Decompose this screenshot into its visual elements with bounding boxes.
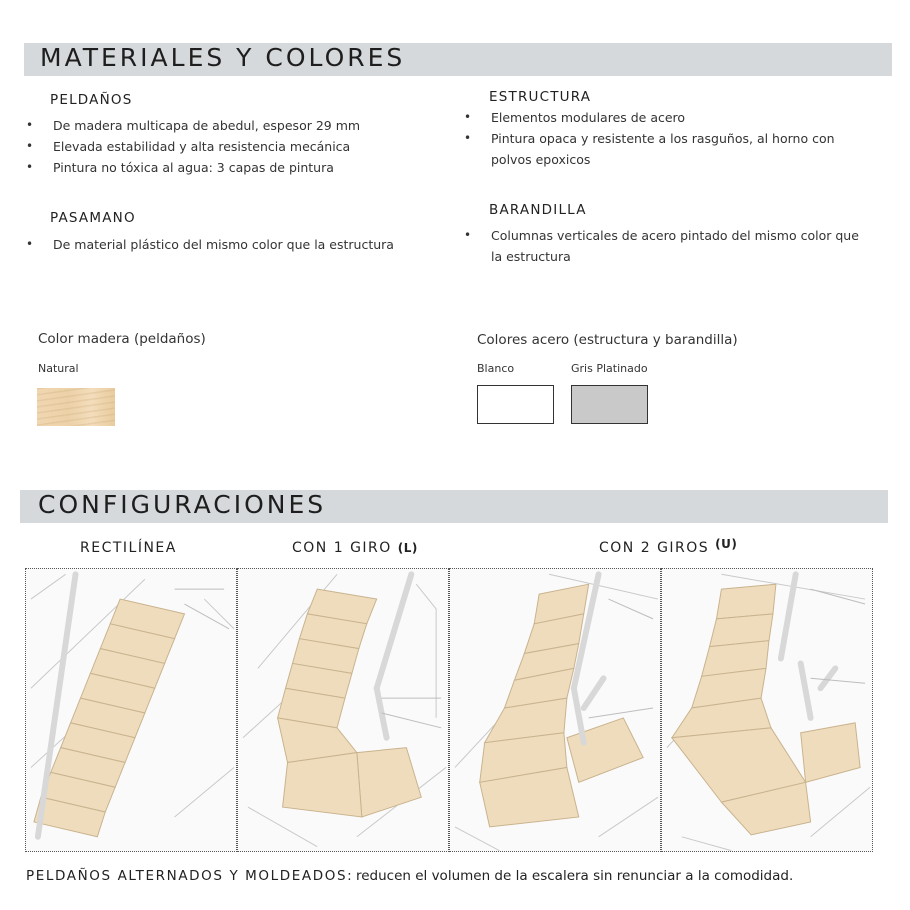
wood-color-label: Color madera (peldaños) — [38, 331, 206, 347]
steel-grey-swatch — [571, 385, 648, 424]
handrail-heading: PASAMANO — [50, 210, 136, 226]
handrail-list — [26, 234, 446, 255]
footer-caps: PELDAÑOS ALTERNADOS Y MOLDEADOS — [26, 868, 348, 884]
u-staircase-image — [449, 568, 661, 852]
one-turn-label — [292, 540, 418, 556]
two-turns-label — [599, 537, 738, 556]
materials-title: MATERIALES Y COLORES — [40, 43, 406, 72]
steel-color-label: Colores acero (estructura y barandilla) — [477, 332, 738, 348]
wood-natural-swatch — [37, 388, 115, 426]
two-turns-label-text: CON 2 GIROS — [599, 540, 710, 556]
railing-list — [464, 225, 864, 267]
one-turn-label-text: CON 1 GIRO — [292, 540, 392, 556]
u-stair-drawing — [450, 569, 660, 851]
two-turns-code: (U) — [715, 537, 738, 551]
list-item: • Elementos modulares de acero — [464, 107, 864, 128]
straight-label: RECTILÍNEA — [80, 540, 177, 556]
footer-note — [26, 868, 793, 884]
list-item: • Elevada estabilidad y alta resistencia mecánica — [26, 136, 426, 157]
l-stair-drawing — [238, 569, 448, 851]
structure-heading: ESTRUCTURA — [489, 89, 592, 105]
structure-list — [464, 107, 864, 170]
steps-list — [26, 115, 426, 178]
l-staircase-image — [237, 568, 449, 852]
steel-white-swatch — [477, 385, 554, 424]
steel-white-name: Blanco — [477, 362, 515, 375]
wood-swatch-name: Natural — [38, 362, 79, 375]
straight-stair-drawing — [26, 569, 236, 851]
steps-heading: PELDAÑOS — [50, 92, 133, 108]
one-turn-code: (L) — [397, 541, 418, 555]
straight-staircase-image — [25, 568, 237, 852]
railing-heading: BARANDILLA — [489, 202, 587, 218]
list-item: • Pintura no tóxica al agua: 3 capas de pintura — [26, 157, 426, 178]
u-stair-alt-drawing — [662, 569, 872, 851]
list-item: • Pintura opaca y resistente a los rasguños, al horno con polvos epoxicos — [464, 128, 864, 170]
steel-grey-name: Gris Platinado — [571, 362, 648, 375]
configurations-title: CONFIGURACIONES — [38, 490, 327, 519]
u-staircase-alt-image — [661, 568, 873, 852]
footer-text: : reducen el volumen de la escalera sin renunciar a la comodidad. — [347, 868, 794, 884]
list-item: • De madera multicapa de abedul, espesor 29 mm — [26, 115, 426, 136]
list-item: • Columnas verticales de acero pintado del mismo color que la estructura — [464, 225, 864, 267]
list-item: • De material plástico del mismo color que la estructura — [26, 234, 446, 255]
